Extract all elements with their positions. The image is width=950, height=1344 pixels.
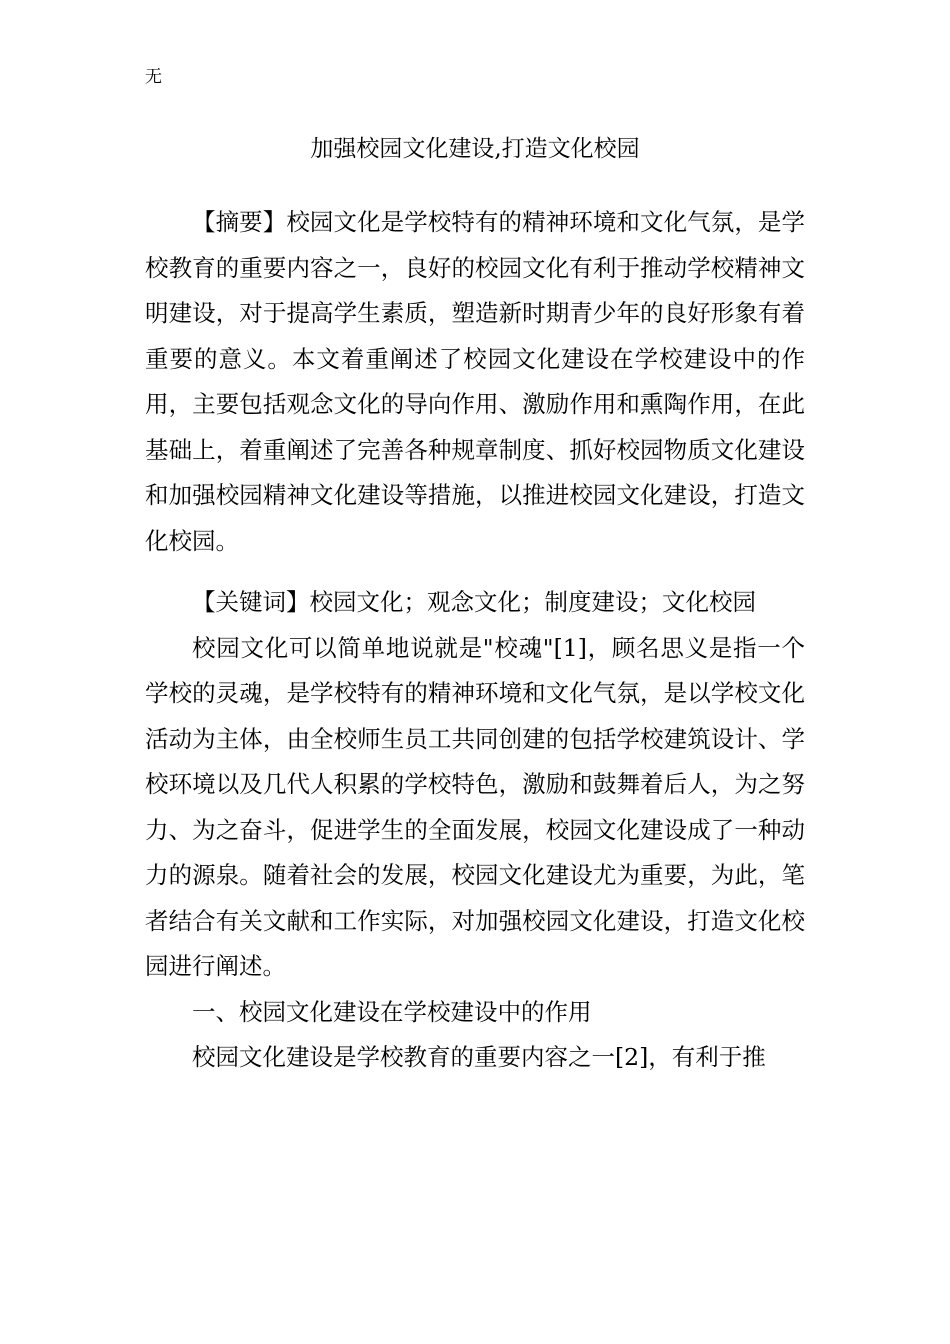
keywords-paragraph (145, 580, 805, 626)
keywords-label: 【关键词】 (192, 588, 310, 616)
keywords-text: 校园文化；观念文化；制度建设；文化校园 (309, 588, 756, 616)
document-title: 加强校园文化建设,打造文化校园 (310, 136, 640, 162)
abstract-paragraph (145, 200, 805, 564)
section1-paragraph: 校园文化建设是学校教育的重要内容之一[2]，有利于推 (192, 1043, 766, 1071)
abstract-label: 【摘要】 (192, 208, 287, 236)
intro-paragraph: 校园文化可以简单地说就是"校魂"[1]，顾名思义是指一个学校的灵魂，是学校特有的精神环境和文化气氛，是以学校文化活动为主体，由全校师生员工共同创建的包括学校建筑设计、学校环境以及几代人积累的学校特色，激励和鼓舞着后人，为之努力、为之奋斗，促进学生的全面发展，校园文化建设成了一种动力的源泉。随着社会的发展，校园文化建设尤为重要，为此，笔者结合有关文献和工作实际，对加强校园文化建设，打造文化校园进行阐述。 (145, 633, 805, 980)
section1-heading: 一、校园文化建设在学校建设中的作用 (192, 997, 592, 1026)
document-body (145, 200, 805, 1081)
header-mark: 无 (145, 67, 162, 87)
abstract-text: 校园文化是学校特有的精神环境和文化气氛，是学校教育的重要内容之一，良好的校园文化有利于推动学校精神文明建设，对于提高学生素质，塑造新时期青少年的良好形象有着重要的意义。本文着重阐述了校园文化建设在学校建设中的作用，主要包括观念文化的导向作用、激励作用和熏陶作用，在此基础上，着重阐述了完善各种规章制度、抓好校园物质文化建设和加强校园精神文化建设等措施，以推进校园文化建设，打造文化校园。 (145, 208, 806, 555)
